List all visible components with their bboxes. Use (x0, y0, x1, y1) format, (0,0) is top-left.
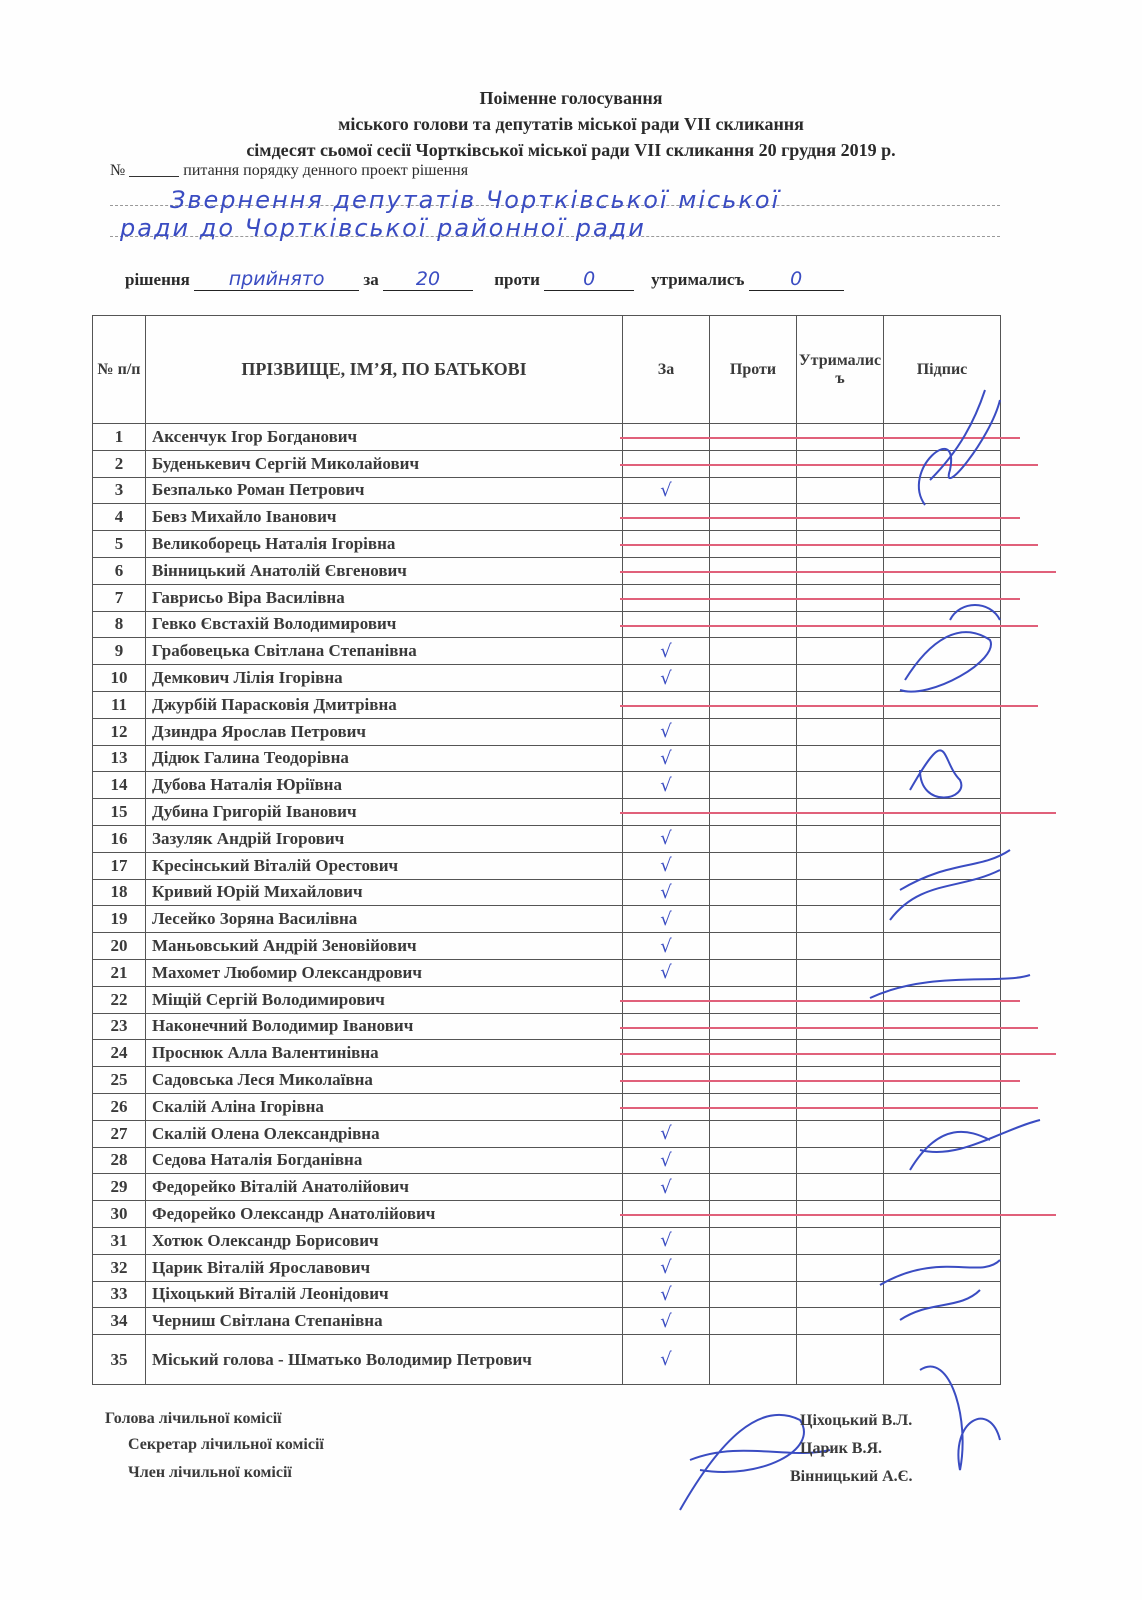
deputy-name: Федорейко Віталій Анатолійович (146, 1174, 623, 1201)
secretary-name: Царик В.Я. (800, 1440, 883, 1457)
deputy-name: Великоборець Наталія Ігорівна (146, 531, 623, 558)
row-number: 19 (93, 906, 146, 933)
deputy-name: Махомет Любомир Олександрович (146, 959, 623, 986)
row-number: 31 (93, 1227, 146, 1254)
row-number: 7 (93, 584, 146, 611)
deputy-name: Міський голова - Шматько Володимир Петрович (146, 1335, 623, 1385)
document-title: Поіменне голосування (479, 88, 663, 108)
vote-for-cell: √ (623, 477, 710, 504)
row-number: 21 (93, 959, 146, 986)
deputy-name: Бевз Михайло Іванович (146, 504, 623, 531)
row-number: 35 (93, 1335, 146, 1385)
row-number: 12 (93, 718, 146, 745)
vote-for-cell: √ (623, 665, 710, 692)
issue-handwritten-line1: Звернення депутатів Чортківської міської (170, 186, 781, 214)
deputy-name: Міщій Сергій Володимирович (146, 986, 623, 1013)
deputy-name: Лесейко Зоряна Василівна (146, 906, 623, 933)
abstained-label: утрималисъ (651, 270, 745, 289)
row-number: 25 (93, 1067, 146, 1094)
deputy-name: Джурбій Парасковія Дмитрівна (146, 691, 623, 718)
against-count: 0 (544, 268, 634, 291)
session-line: сімдесят сьомої сесії Чортківської міської ради VII скликання 20 грудня 2019 р. (246, 140, 896, 160)
row-number: 23 (93, 1013, 146, 1040)
signature (900, 605, 1000, 692)
vote-for-cell: √ (623, 906, 710, 933)
row-number: 28 (93, 1147, 146, 1174)
deputy-name: Дубова Наталія Юріївна (146, 772, 623, 799)
deputy-name: Хотюк Олександр Борисович (146, 1227, 623, 1254)
row-number: 10 (93, 665, 146, 692)
vote-for-cell: √ (623, 1120, 710, 1147)
vote-for-cell: √ (623, 1227, 710, 1254)
row-number: 29 (93, 1174, 146, 1201)
row-number: 16 (93, 825, 146, 852)
deputy-name: Черниш Світлана Степанівна (146, 1308, 623, 1335)
deputy-name: Дубина Григорій Іванович (146, 799, 623, 826)
deputy-name: Скалій Аліна Ігорівна (146, 1093, 623, 1120)
vote-for-cell: √ (623, 1281, 710, 1308)
row-number: 18 (93, 879, 146, 906)
vote-for-cell: √ (623, 772, 710, 799)
deputy-name: Гаврисьо Віра Василівна (146, 584, 623, 611)
deputy-name: Зазуляк Андрій Ігорович (146, 825, 623, 852)
deputy-name: Гевко Євстахій Володимирович (146, 611, 623, 638)
deputy-name: Безпалько Роман Петрович (146, 477, 623, 504)
col-sign-header: Підпис (884, 316, 1001, 424)
chair-name: Ціхоцький В.Л. (800, 1412, 913, 1429)
vote-for-cell: √ (623, 852, 710, 879)
col-name-header: ПРІЗВИЩЕ, ІМ’Я, ПО БАТЬКОВІ (146, 316, 623, 424)
deputy-name: Федорейко Олександр Анатолійович (146, 1201, 623, 1228)
secretary-label: Секретар лічильної комісії (128, 1436, 324, 1453)
row-number: 32 (93, 1254, 146, 1281)
deputy-name: Ціхоцький Віталій Леонідович (146, 1281, 623, 1308)
decision-label: рішення (125, 270, 190, 289)
row-number: 26 (93, 1093, 146, 1120)
vote-for-cell: √ (623, 718, 710, 745)
issue-handwritten-line2: ради до Чортківської районної ради (120, 214, 646, 242)
chair-label: Голова лічильної комісії (105, 1410, 282, 1427)
document-subtitle: міського голови та депутатів міської ради VII скликання (338, 114, 804, 134)
row-number: 13 (93, 745, 146, 772)
row-number: 15 (93, 799, 146, 826)
vote-for-cell: √ (623, 1147, 710, 1174)
row-number: 20 (93, 933, 146, 960)
deputy-name: Аксенчук Ігор Богданович (146, 424, 623, 451)
vote-for-cell: √ (623, 825, 710, 852)
col-abstain-header: Утрималисъ (797, 316, 884, 424)
row-number: 5 (93, 531, 146, 558)
row-number: 2 (93, 450, 146, 477)
vote-for-cell: √ (623, 933, 710, 960)
decision-result: прийнято (194, 268, 359, 291)
signature (890, 850, 1010, 920)
row-number: 9 (93, 638, 146, 665)
vote-for-cell: √ (623, 879, 710, 906)
member-name: Вінницький А.Є. (790, 1468, 913, 1485)
vote-for-cell: √ (623, 1254, 710, 1281)
vote-for-cell: √ (623, 1335, 710, 1385)
deputy-name: Проснюк Алла Валентинівна (146, 1040, 623, 1067)
deputy-name: Царик Віталій Ярославович (146, 1254, 623, 1281)
col-against-header: Проти (710, 316, 797, 424)
issue-label: питання порядку денного проект рішення (183, 162, 469, 179)
deputy-name: Дзиндра Ярослав Петрович (146, 718, 623, 745)
row-number: 27 (93, 1120, 146, 1147)
vote-for-cell: √ (623, 638, 710, 665)
row-number: 3 (93, 477, 146, 504)
deputy-name: Вінницький Анатолій Євгенович (146, 557, 623, 584)
row-number: 4 (93, 504, 146, 531)
row-number: 6 (93, 557, 146, 584)
signature (919, 390, 1000, 505)
row-number: 30 (93, 1201, 146, 1228)
deputy-name: Кривий Юрій Михайлович (146, 879, 623, 906)
deputy-name: Скалій Олена Олександрівна (146, 1120, 623, 1147)
deputy-name: Грабовецька Світлана Степанівна (146, 638, 623, 665)
deputy-name: Кресінський Віталій Орестович (146, 852, 623, 879)
row-number: 33 (93, 1281, 146, 1308)
against-label: проти (494, 270, 540, 289)
deputy-name: Садовська Леся Миколаївна (146, 1067, 623, 1094)
row-number: 8 (93, 611, 146, 638)
col-num-header: № п/п (93, 316, 146, 424)
abstained-count: 0 (749, 268, 844, 291)
signature (880, 1260, 1000, 1320)
for-count: 20 (383, 268, 473, 291)
row-number: 17 (93, 852, 146, 879)
signature (870, 975, 1030, 998)
row-number: 14 (93, 772, 146, 799)
vote-for-cell: √ (623, 745, 710, 772)
row-number: 24 (93, 1040, 146, 1067)
vote-for-cell: √ (623, 1174, 710, 1201)
col-for-header: За (623, 316, 710, 424)
row-number: 11 (93, 691, 146, 718)
deputy-name: Дідюк Галина Теодорівна (146, 745, 623, 772)
deputy-name: Маньовський Андрій Зеновійович (146, 933, 623, 960)
deputy-name: Седова Наталія Богданівна (146, 1147, 623, 1174)
vote-for-cell: √ (623, 1308, 710, 1335)
signature (910, 1120, 1040, 1170)
signature (910, 750, 961, 797)
row-number: 34 (93, 1308, 146, 1335)
for-label: за (363, 270, 379, 289)
signature (920, 1366, 1000, 1470)
deputy-name: Буденькевич Сергій Миколайович (146, 450, 623, 477)
deputy-name: Наконечний Володимир Іванович (146, 1013, 623, 1040)
deputy-name: Демкович Лілія Ігорівна (146, 665, 623, 692)
vote-for-cell: √ (623, 959, 710, 986)
member-label: Член лічильної комісії (128, 1464, 292, 1481)
number-label: № (110, 162, 126, 179)
row-number: 1 (93, 424, 146, 451)
signature-group (680, 390, 1040, 1510)
row-number: 22 (93, 986, 146, 1013)
